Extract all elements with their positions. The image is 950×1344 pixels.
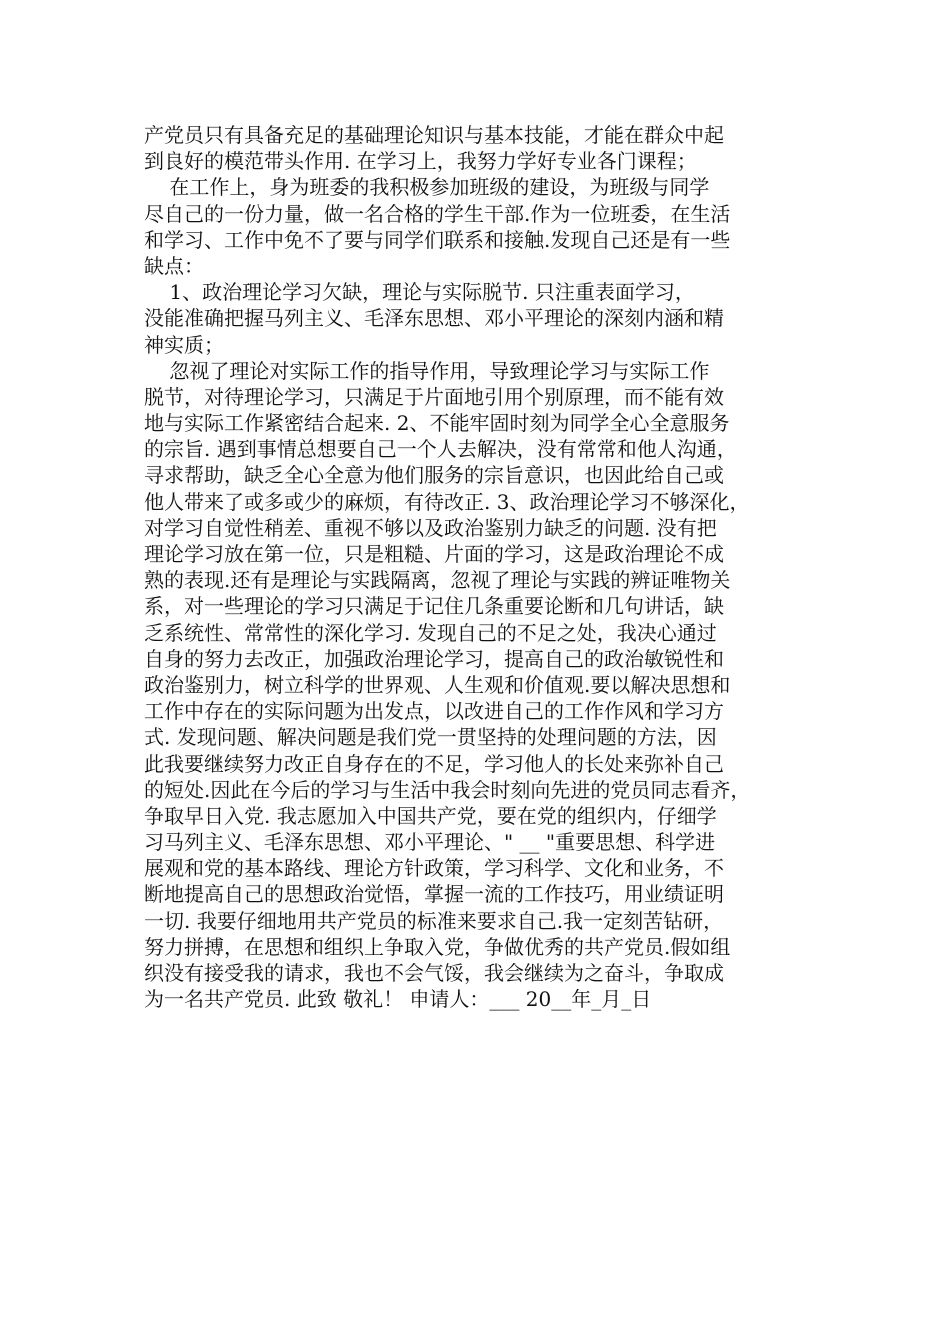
text-line: 政治鉴别力，树立科学的世界观、人生观和价值观.要以解决思想和 [144, 672, 731, 697]
text-line: 为一名共产党员. 此致 敬礼！ 申请人：___ 20__年_月_日 [144, 987, 652, 1012]
text-line: 工作中存在的实际问题为出发点，以改进自己的工作作风和学习方 [144, 699, 724, 724]
text-line: 系，对一些理论的学习只满足于记住几条重要论断和几句讲话，缺 [144, 594, 724, 619]
text-line: 织没有接受我的请求，我也不会气馁，我会继续为之奋斗，争取成 [144, 961, 724, 985]
text-line: 一切. 我要仔细地用共产党员的标准来要求自己.我一定刻苦钻研， [144, 908, 724, 933]
text-line: 忽视了理论对实际工作的指导作用，导致理论学习与实际工作 [144, 358, 710, 383]
text-line: 习马列主义、毛泽东思想、邓小平理论、" __ "重要思想、科学进 [144, 830, 716, 855]
text-line: 1、政治理论学习欠缺，理论与实际脱节. 只注重表面学习， [144, 280, 695, 305]
text-line: 到良好的模范带头作用. 在学习上，我努力学好专业各门课程； [144, 149, 697, 174]
text-line: 的短处.因此在今后的学习与生活中我会时刻向先进的党员同志看齐， [144, 777, 751, 802]
text-line: 寻求帮助，缺乏全心全意为他们服务的宗旨意识，也因此给自己或 [144, 463, 724, 488]
text-line: 理论学习放在第一位，只是粗糙、片面的学习，这是政治理论不成 [144, 542, 724, 566]
text-line: 努力拼搏，在思想和组织上争取入党，争做优秀的共产党员.假如组 [144, 934, 731, 959]
text-line: 脱节，对待理论学习，只满足于片面地引用个别原理，而不能有效 [144, 384, 724, 409]
body-text [144, 122, 816, 1012]
text-line: 尽自己的一份力量，做一名合格的学生干部.作为一位班委，在生活 [144, 201, 731, 226]
text-line: 断地提高自己的思想政治觉悟，掌握一流的工作技巧，用业绩证明 [144, 882, 724, 907]
text-line: 展观和党的基本路线、理论方针政策，学习科学、文化和业务，不 [144, 856, 724, 881]
text-line: 产党员只有具备充足的基础理论知识与基本技能，才能在群众中起 [144, 123, 724, 147]
text-line: 神实质； [144, 332, 224, 357]
text-line: 缺点： [144, 253, 204, 278]
text-line: 和学习、工作中免不了要与同学们联系和接触.发现自己还是有一些 [144, 227, 731, 252]
text-line: 没能准确把握马列主义、毛泽东思想、邓小平理论的深刻内涵和精 [144, 306, 724, 331]
text-line: 自身的努力去改正，加强政治理论学习，提高自己的政治敏锐性和 [144, 646, 724, 671]
text-line: 他人带来了或多或少的麻烦，有待改正. 3、政治理论学习不够深化， [144, 489, 750, 514]
text-line: 在工作上，身为班委的我积极参加班级的建设，为班级与同学 [144, 175, 710, 200]
text-line: 乏系统性、常常性的深化学习. 发现自己的不足之处，我决心通过 [144, 620, 717, 645]
text-line: 争取早日入党. 我志愿加入中国共产党，要在党的组织内，仔细学 [144, 803, 717, 828]
text-line: 熟的表现.还有是理论与实践隔离，忽视了理论与实践的辨证唯物关 [144, 568, 731, 593]
text-line: 此我要继续努力改正自身存在的不足，学习他人的长处来弥补自己 [144, 751, 724, 776]
text-line: 对学习自觉性稍差、重视不够以及政治鉴别力缺乏的问题. 没有把 [144, 515, 717, 540]
text-line: 的宗旨. 遇到事情总想要自己一个人去解决，没有常常和他人沟通， [144, 437, 737, 462]
text-line: 地与实际工作紧密结合起来. 2、不能牢固时刻为同学全心全意服务 [144, 411, 730, 436]
text-line: 式. 发现问题、解决问题是我们党一贯坚持的处理问题的方法，因 [144, 725, 717, 750]
